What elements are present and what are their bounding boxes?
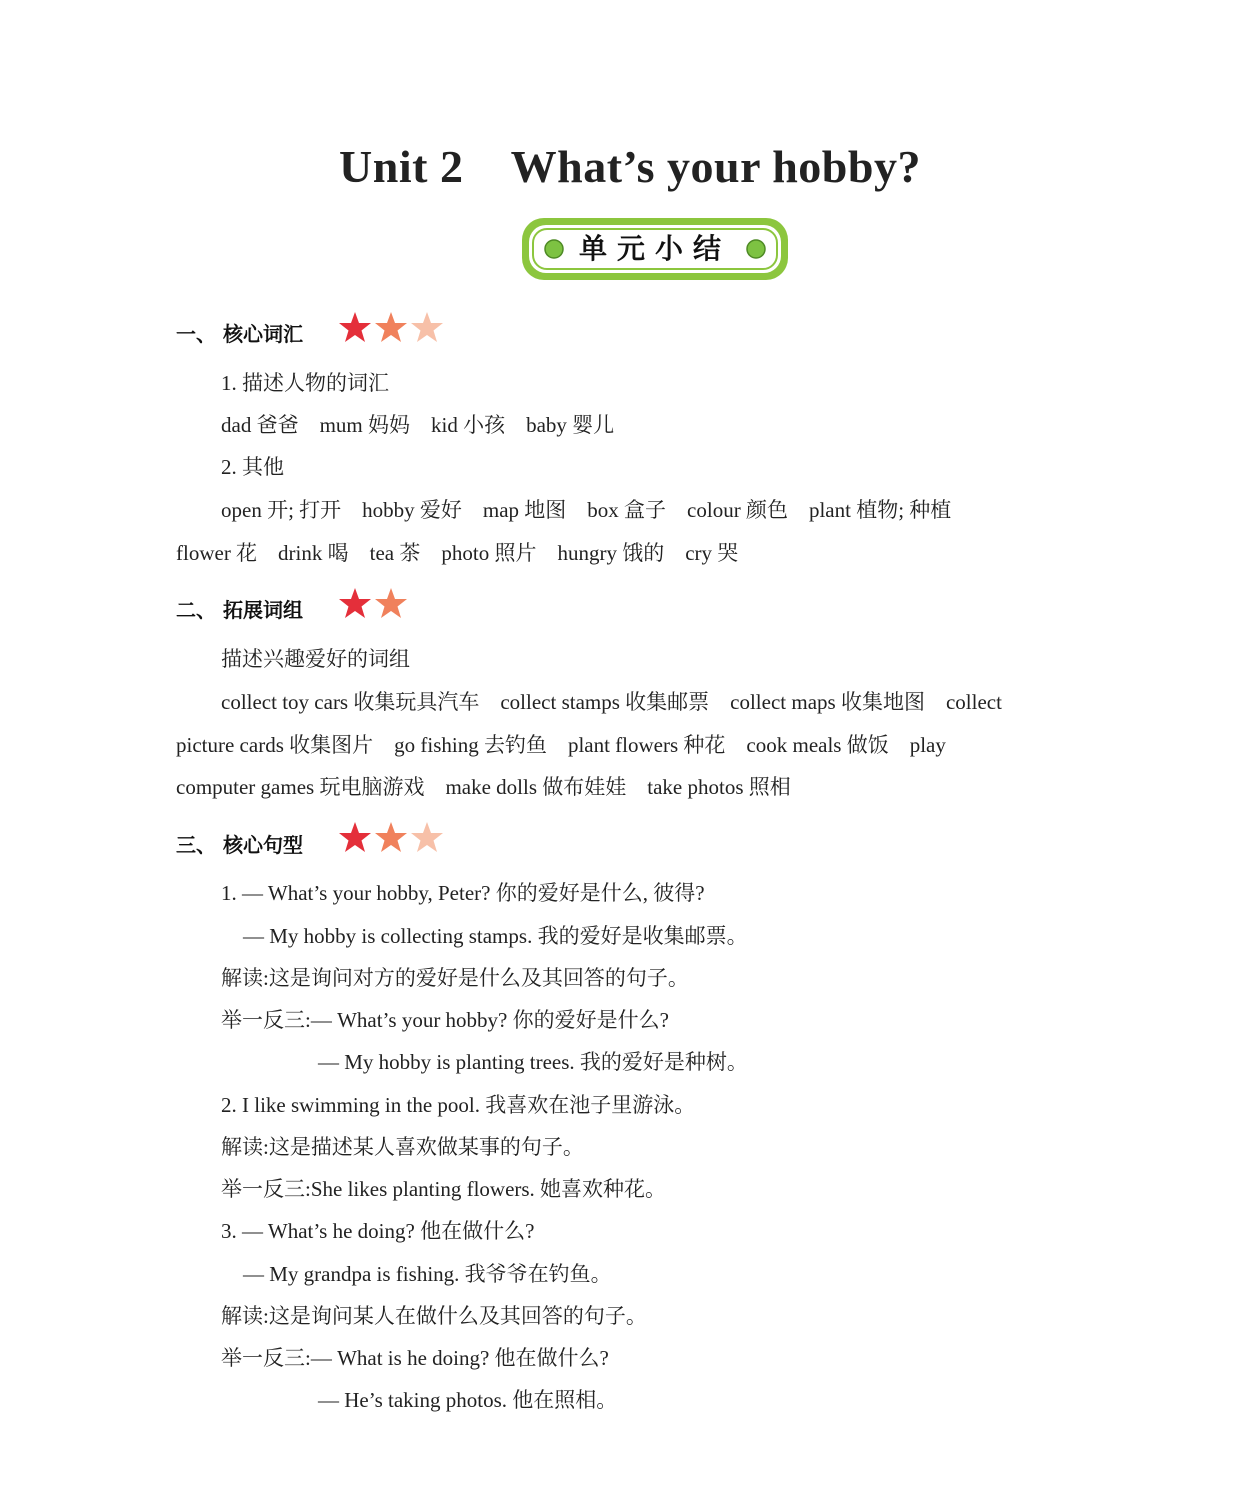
subheading-others: 2. 其他 — [221, 455, 284, 479]
example-line: 举一反三:She likes planting flowers. 她喜欢种花。 — [221, 1177, 667, 1201]
section-heading-core-vocabulary — [176, 318, 303, 347]
phrase-line: picture cards 收集图片 go fishing 去钓鱼 plant flowers 种花 cook meals 做饭 play — [176, 733, 946, 757]
subheading-people-words: 1. 描述人物的词汇 — [221, 371, 389, 395]
star-icon — [375, 588, 407, 618]
star-icon — [375, 312, 407, 342]
sentence-line: 3. — What’s he doing? 他在做什么? — [221, 1219, 535, 1243]
sentence-line: — My hobby is collecting stamps. 我的爱好是收集邮票。 — [243, 924, 748, 948]
example-line: 举一反三:— What’s your hobby? 你的爱好是什么? — [221, 1008, 669, 1032]
phrase-line: computer games 玩电脑游戏 make dolls 做布娃娃 take photos 照相 — [176, 775, 791, 799]
subheading-hobby-phrases: 描述兴趣爱好的词组 — [221, 647, 410, 671]
vocab-line: flower 花 drink 喝 tea 茶 photo 照片 hungry 饿的 cry 哭 — [176, 541, 739, 565]
badge-label: 单元小结 — [578, 232, 731, 265]
sentence-line: 2. I like swimming in the pool. 我喜欢在池子里游泳。 — [221, 1093, 696, 1117]
difficulty-stars — [338, 586, 412, 622]
difficulty-stars — [338, 310, 448, 346]
section-heading-text: 二、 拓展词组 — [176, 598, 303, 622]
star-icon — [375, 822, 407, 852]
example-line: — My hobby is planting trees. 我的爱好是种树。 — [318, 1050, 748, 1074]
vocab-line: dad 爸爸 mum 妈妈 kid 小孩 baby 婴儿 — [221, 413, 615, 437]
page-title: Unit 2 What’s your hobby? — [339, 141, 921, 192]
difficulty-stars — [338, 820, 448, 856]
phrase-line: collect toy cars 收集玩具汽车 collect stamps 收集邮票 collect maps 收集地图 collect — [221, 690, 1002, 714]
star-icon — [339, 312, 371, 342]
unit-summary-badge — [520, 216, 790, 282]
vocab-line: open 开; 打开 hobby 爱好 map 地图 box 盒子 colour 颜色 plant 植物; 种植 — [221, 498, 952, 522]
section-heading-text: 三、 核心句型 — [176, 833, 303, 857]
star-icon — [411, 312, 443, 342]
star-icon — [411, 822, 443, 852]
section-heading-text: 一、 核心词汇 — [176, 322, 303, 346]
sentence-line: 1. — What’s your hobby, Peter? 你的爱好是什么, 彼得? — [221, 881, 705, 905]
example-line: 举一反三:— What is he doing? 他在做什么? — [221, 1346, 609, 1370]
example-line: — He’s taking photos. 他在照相。 — [318, 1388, 618, 1412]
explanation-line: 解读:这是描述某人喜欢做某事的句子。 — [221, 1135, 584, 1159]
sentence-line: — My grandpa is fishing. 我爷爷在钓鱼。 — [243, 1262, 612, 1286]
section-heading-core-sentences — [176, 829, 303, 858]
star-icon — [339, 822, 371, 852]
explanation-line: 解读:这是询问某人在做什么及其回答的句子。 — [221, 1304, 647, 1328]
star-icon — [339, 588, 371, 618]
explanation-line: 解读:这是询问对方的爱好是什么及其回答的句子。 — [221, 966, 689, 990]
section-heading-extended-phrases — [176, 594, 303, 623]
